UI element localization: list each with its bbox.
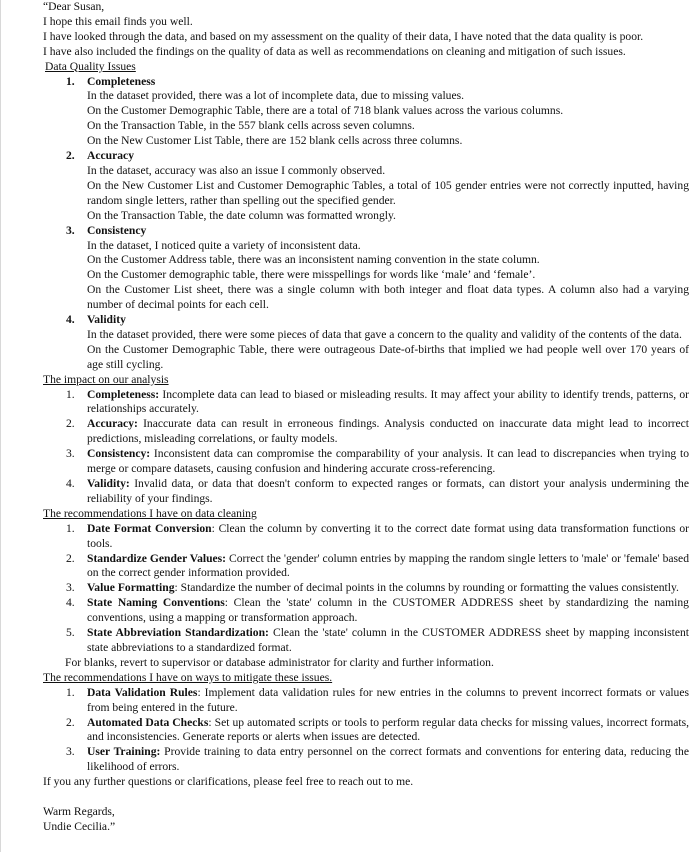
cleaning-item [43,552,689,582]
quality-item [43,75,689,90]
item-number: 3. [66,581,75,595]
quality-item [43,224,689,239]
finding-line: On the Customer Demographic Table, there were outrageous Date-of-births that implied we had people well over 170 years of age still cycling. [87,342,689,371]
item-text: : Implement data validation rules for new entries in the columns to prevent incorrect formats or values from being entered in the future. [87,685,690,714]
impact-item [43,447,689,477]
item-title: Date Format Conversion [87,521,212,535]
item-number: 2. [66,149,75,163]
cleaning-note: For blanks, revert to supervisor or database administrator for clarity and further information. [65,655,494,669]
item-text: : Clean the column by converting it to the correct date format using data transformation functions or tools. [87,521,689,550]
item-text: Incomplete data can lead to biased or misleading results. It may affect your ability to identify trends, patterns, or relationships accurately. [87,387,689,416]
finding-line: In the dataset provided, there were some pieces of data that gave a concern to the quality and validity of the contents of the data. [87,327,682,341]
cleaning-item [43,626,689,656]
finding-line: On the Customer Address table, there was an inconsistent naming convention in the state column. [87,253,540,267]
item-number: 5. [66,626,75,640]
intro-line: I hope this email finds you well. [43,14,193,28]
item-title: State Abbreviation Standardization: [87,626,269,640]
intro-line: I have looked through the data, and based on my assessment on the quality of their data, I have noted that the data quality is poor. [43,29,644,43]
item-text: : Set up automated scripts or tools to perform regular data checks for missing values, incorrect formats, and inconsistencies. Generate reports or alerts when issues are detected. [87,715,689,744]
finding-line: On the Transaction Table, in the 557 blank cells across seven columns. [87,119,415,133]
cleaning-item [43,596,689,626]
item-title: Standardize Gender Values: [87,551,227,565]
item-number: 4. [66,477,75,490]
intro-line: I have also included the findings on the quality of data as well as recommendations on cleaning and mitigation of such issues. [43,44,626,58]
item-number: 2. [66,551,75,565]
cleaning-item [43,581,689,596]
item-number: 3. [66,447,75,461]
email-body [43,0,689,835]
item-text: Clean the 'state' column in the CUSTOMER ADDRESS sheet by mapping inconsistent state abbreviations to a standardized format. [87,626,689,654]
item-text: Inaccurate data can result in erroneous findings. Analysis conducted on inaccurate data might lead to incorrect predictions, misleading correlations, or faulty models. [87,417,689,446]
impact-item [43,388,689,418]
item-title: Data Validation Rules [87,685,198,699]
mitigation-item [43,716,689,746]
item-number: 3. [66,745,75,759]
section-heading-cleaning: The recommendations I have on data cleaning [43,506,257,520]
signoff: Warm Regards, [43,804,115,818]
greeting: “Dear Susan, [43,0,105,13]
finding-line: In the dataset provided, there was a lot of incomplete data, due to missing values. [87,89,465,103]
impact-item [43,477,689,507]
quality-item [43,149,689,164]
section-heading-mitigation: The recommendations I have on ways to mitigate these issues. [43,670,333,684]
signature: Undie Cecilia.” [43,819,116,833]
finding-line: On the Customer List sheet, there was a single column with both integer and float data types. A column also had a varying number of decimal points for each cell. [87,283,689,312]
item-title: State Naming Conventions [87,596,225,610]
item-number: 1. [66,74,75,88]
item-number: 1. [66,521,75,535]
mitigation-item [43,745,689,775]
item-text: Inconsistent data can compromise the comparability of your analysis. It can lead to discrepancies when trying to merge or compare datasets, causing confusion and hindering accurate cross-referencing. [87,447,689,476]
item-title: Consistency: [87,447,151,461]
item-title: Validity [87,313,126,327]
section-heading-impact: The impact on our analysis [43,372,169,386]
item-number: 2. [66,417,75,431]
finding-line: On the Customer Demographic Table, there are a total of 718 blank values across the various columns. [87,104,564,118]
closing-line: If you any further questions or clarifications, please feel free to reach out to me. [43,775,414,789]
mitigation-item [43,686,689,716]
item-title: Completeness: [87,387,160,401]
item-text: : Standardize the number of decimal points in the columns by rounding or formatting the values consistently. [174,581,679,595]
item-title: Accuracy: [87,417,138,431]
item-title: Validity: [87,477,130,490]
finding-line: On the New Customer List Table, there are 152 blank cells across three columns. [87,134,463,148]
item-title: Consistency [87,223,147,237]
section-heading-quality: Data Quality Issues [45,59,136,73]
item-text: Invalid data, or data that doesn't conform to expected ranges or formats, can distort your analysis undermining the reliability of your findings. [87,477,689,505]
item-number: 4. [66,596,75,610]
finding-line: In the dataset, accuracy was also an issue I commonly observed. [87,163,386,177]
finding-line: On the New Customer List and Customer Demographic Tables, a total of 105 gender entries were not correctly inputted, having random single letters, rather than spelling out the specified gender. [87,178,689,207]
item-title: Value Formatting [87,581,175,595]
item-title: Automated Data Checks [87,715,209,729]
item-number: 1. [66,685,75,699]
item-text: : Clean the 'state' column in the CUSTOMER ADDRESS sheet by standardizing the naming conventions, using a mapping or transformation approach. [87,596,689,625]
item-title: Accuracy [87,149,134,163]
finding-line: In the dataset, I noticed quite a variety of inconsistent data. [87,238,361,252]
cleaning-item [43,522,689,552]
impact-item [43,417,689,447]
item-number: 3. [66,223,75,237]
item-number: 2. [66,715,75,729]
item-title: Completeness [87,74,156,88]
item-number: 4. [66,313,75,327]
quality-item [43,313,689,328]
item-text: Correct the 'gender' column entries by mapping the random single letters to 'male' or 'female' based on the correct gender information provided. [87,551,690,580]
finding-line: On the Customer demographic table, there were misspellings for words like ‘male’ and ‘female’. [87,268,536,282]
finding-line: On the Transaction Table, the date column was formatted wrongly. [87,208,396,222]
spacer [43,790,689,805]
item-text: Provide training to data entry personnel on the correct formats and conventions for entering data, reducing the likelihood of errors. [87,745,689,774]
item-number: 1. [66,387,75,401]
item-title: User Training: [87,745,161,759]
